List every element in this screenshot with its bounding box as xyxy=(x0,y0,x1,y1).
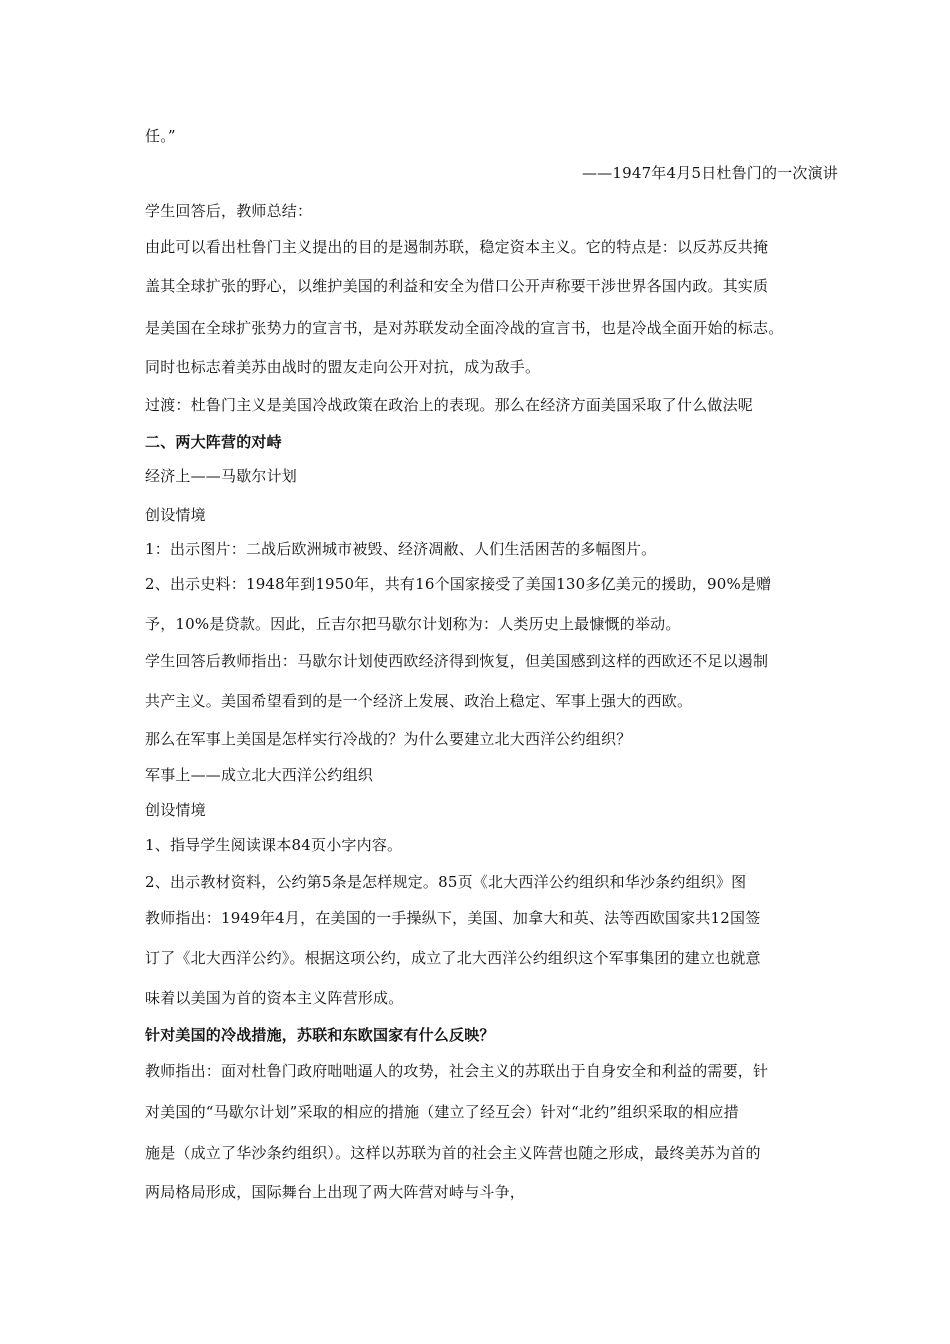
text-line: 1：出示图片：二战后欧洲城市被毁、经济凋敝、人们生活困苦的多幅图片。 xyxy=(145,540,657,558)
text-line: 学生回答后，教师总结： xyxy=(145,202,313,220)
text-line: 予，10%是贷款。因此，丘吉尔把马歇尔计划称为：人类历史上最慷慨的举动。 xyxy=(145,615,681,633)
text-line: 教师指出：1949年4月，在美国的一手操纵下，美国、加拿大和英、法等西欧国家共12国签 xyxy=(145,909,761,927)
text-line: 2、出示教材资料，公约第5条是怎样规定。85页《北大西洋公约组织和华沙条约组织》图 xyxy=(145,873,747,891)
text-line: 味着以美国为首的资本主义阵营形成。 xyxy=(145,989,404,1007)
subheading: 经济上——马歇尔计划 xyxy=(145,467,298,485)
text-line: 任。” xyxy=(145,127,176,145)
subheading: 军事上——成立北大西洋公约组织 xyxy=(145,766,374,784)
text-line: 共产主义。美国希望看到的是一个经济上发展、政治上稳定、军事上强大的西欧。 xyxy=(145,692,693,710)
text-line: 那么在军事上美国是怎样实行冷战的？为什么要建立北大西洋公约组织？ xyxy=(145,730,632,748)
text-line: 2、出示史料：1948年到1950年，共有16个国家接受了美国130多亿美元的援助，90%是赠 xyxy=(145,575,772,593)
text-line: 由此可以看出杜鲁门主义提出的目的是遏制苏联，稳定资本主义。它的特点是：以反苏反共掩 xyxy=(145,238,769,256)
quote-attribution: ——1947年4月5日杜鲁门的一次演讲 xyxy=(581,164,838,182)
question-heading: 针对美国的冷战措施，苏联和东欧国家有什么反映？ xyxy=(145,1026,495,1044)
text-line: 是美国在全球扩张势力的宣言书，是对苏联发动全面冷战的宣言书，也是冷战全面开始的标志。 xyxy=(145,319,784,337)
text-line: 对美国的“马歇尔计划”采取的相应的措施（建立了经互会）针对“北约”组织采取的相应措 xyxy=(145,1103,739,1121)
section-heading: 二、两大阵营的对峙 xyxy=(145,433,282,451)
text-line: 订了《北大西洋公约》。根据这项公约，成立了北大西洋公约组织这个军事集团的建立也就意 xyxy=(145,949,761,967)
text-line: 过渡：杜鲁门主义是美国冷战政策在政治上的表现。那么在经济方面美国采取了什么做法呢 xyxy=(145,396,754,414)
text-line: 两局格局形成，国际舞台上出现了两大阵营对峙与斗争， xyxy=(145,1183,526,1201)
text-line: 创设情境 xyxy=(145,801,206,819)
text-line: 教师指出：面对杜鲁门政府咄咄逼人的攻势，社会主义的苏联出于自身安全和利益的需要，针 xyxy=(145,1062,769,1080)
text-line: 创设情境 xyxy=(145,506,206,524)
text-line: 学生回答后教师指出：马歇尔计划使西欧经济得到恢复，但美国感到这样的西欧还不足以遏制 xyxy=(145,652,769,670)
text-line: 盖其全球扩张的野心，以维护美国的利益和安全为借口公开声称要干涉世界各国内政。其实质 xyxy=(145,277,769,295)
text-line: 同时也标志着美苏由战时的盟友走向公开对抗，成为敌手。 xyxy=(145,358,541,376)
text-line: 施是（成立了华沙条约组织）。这样以苏联为首的社会主义阵营也随之形成，最终美苏为首的 xyxy=(145,1144,761,1162)
text-line: 1、指导学生阅读课本84页小字内容。 xyxy=(145,836,403,854)
